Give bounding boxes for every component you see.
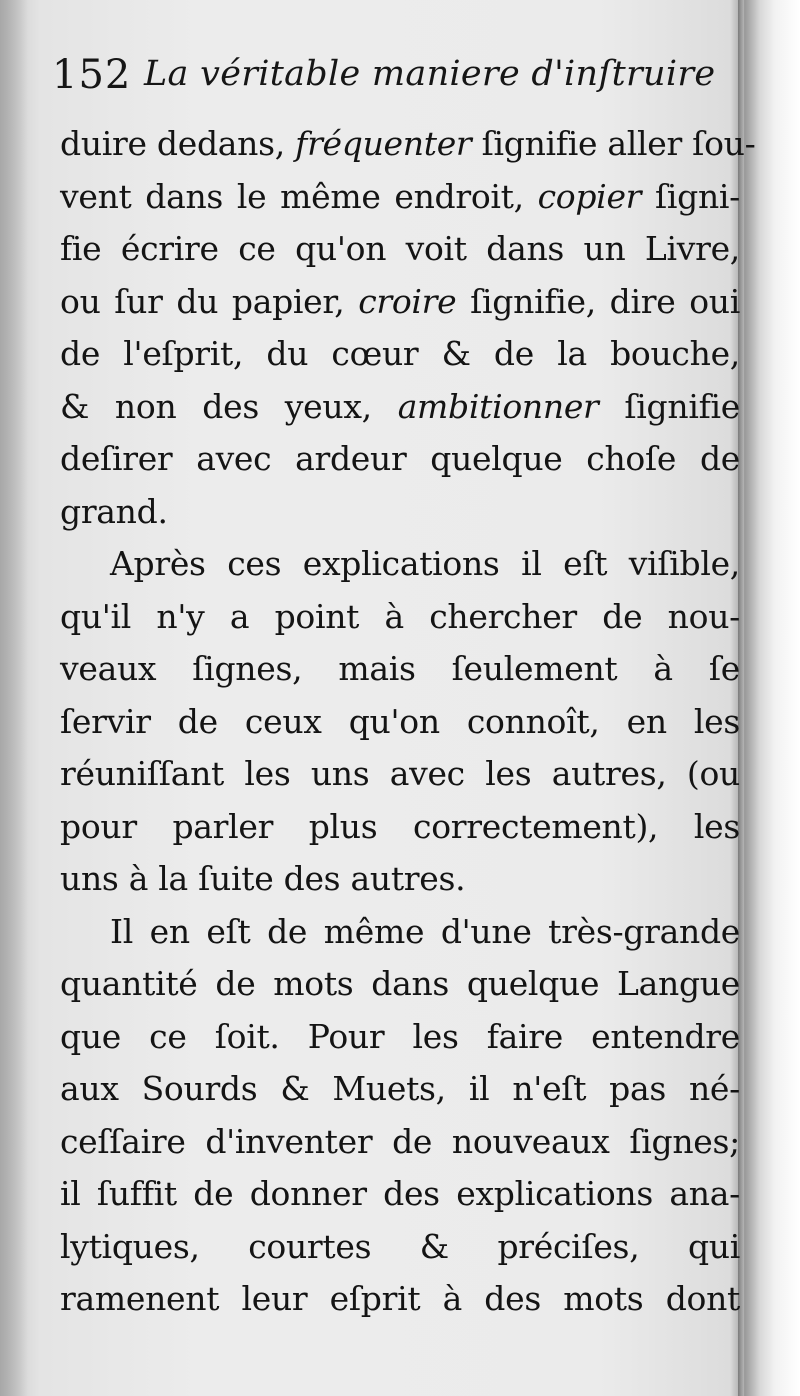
text-segment: quantité de mots dans quelque Langue — [60, 964, 740, 1003]
text-line — [60, 643, 740, 696]
italic-term: ambitionner — [397, 386, 599, 426]
text-segment: duire dedans, — [60, 124, 296, 163]
text-segment: deſirer avec ardeur quelque choſe de — [60, 439, 740, 478]
text-line — [60, 118, 756, 171]
body-text — [60, 118, 756, 1326]
text-segment: aux Sourds & Muets, il n'eſt pas né- — [60, 1069, 740, 1108]
text-segment: ſignifie, dire oui — [456, 281, 740, 321]
text-line — [60, 381, 740, 434]
text-segment: réuniſſant les uns avec les autres, (ou — [60, 754, 740, 793]
text-line — [60, 906, 740, 959]
text-segment: il ſuffit de donner des explications ana- — [60, 1174, 740, 1213]
text-segment: ceſſaire d'inventer de nouveaux ſignes; — [60, 1121, 740, 1161]
text-segment: ſignifie aller ſou- — [471, 124, 756, 163]
text-line — [60, 748, 740, 801]
text-line — [60, 171, 740, 224]
text-segment: fie écrire ce qu'on voit dans un Livre, — [60, 229, 740, 268]
text-line — [60, 1221, 740, 1274]
text-line — [60, 853, 740, 906]
page-number: 152 — [52, 52, 132, 98]
text-line — [60, 328, 740, 381]
text-line — [60, 486, 740, 539]
text-segment: que ce ſoit. Pour les faire entendre — [60, 1016, 740, 1056]
text-segment: Après ces explications il eſt viſible, — [110, 544, 740, 583]
text-line — [60, 276, 740, 329]
text-line — [60, 1168, 740, 1221]
running-title: La véritable maniere d'inſtruire — [144, 54, 716, 94]
text-segment: pour parler plus correctement), les — [60, 806, 740, 846]
text-line — [60, 1116, 740, 1169]
running-header — [52, 48, 742, 108]
text-line — [60, 538, 740, 591]
gutter-shadow — [0, 0, 28, 1396]
text-segment: ou ſur du papier, — [60, 281, 359, 321]
text-segment: veaux ſignes, mais ſeulement à ſe — [60, 649, 740, 688]
text-segment: vent dans le même endroit, — [60, 176, 538, 216]
text-line — [60, 591, 740, 644]
text-segment: ſigni- — [641, 176, 740, 216]
italic-term: fréquenter — [295, 124, 472, 163]
text-segment: lytiques, courtes & préciſes, qui — [60, 1226, 740, 1266]
text-segment: & non des yeux, — [60, 386, 398, 426]
text-segment: de l'eſprit, du cœur & de la bouche, — [60, 334, 740, 373]
text-segment: grand. — [60, 491, 168, 531]
text-line — [60, 1273, 740, 1326]
text-line — [60, 433, 740, 486]
text-segment: ſignifie — [598, 386, 740, 426]
text-segment: ramenent leur eſprit à des mots dont — [60, 1279, 740, 1318]
text-segment: uns à la ſuite des autres. — [60, 859, 466, 898]
text-line — [60, 223, 740, 276]
text-line — [60, 958, 740, 1011]
italic-term: croire — [358, 281, 457, 321]
text-line — [60, 801, 740, 854]
text-line — [60, 1063, 740, 1116]
text-segment: qu'il n'y a point à chercher de nou- — [60, 596, 740, 636]
italic-term: copier — [537, 176, 642, 216]
text-segment: ſervir de ceux qu'on connoît, en les — [60, 701, 740, 741]
text-line — [60, 696, 740, 749]
text-line — [60, 1011, 740, 1064]
text-segment: Il en eſt de même d'une très-grande — [110, 911, 740, 951]
